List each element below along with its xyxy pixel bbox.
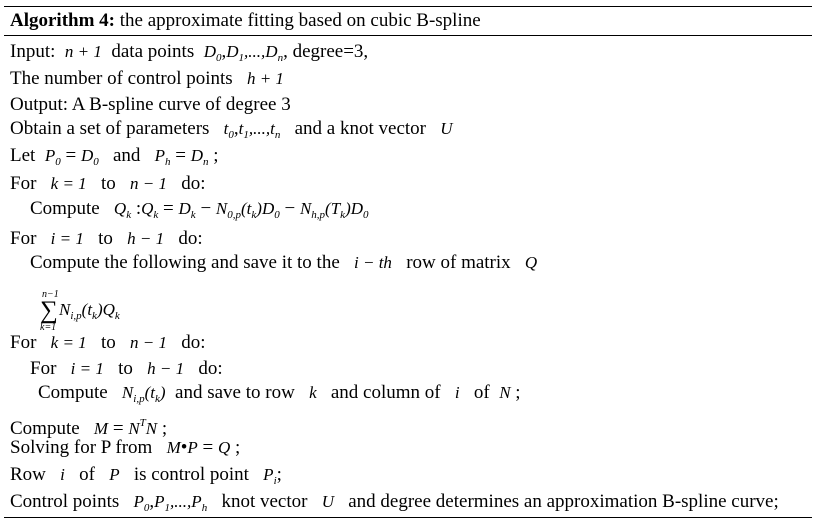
algorithm-number: Algorithm 4: — [10, 10, 116, 31]
solve-line — [10, 437, 240, 459]
subscript: 0 — [216, 52, 222, 64]
math-t: t — [223, 119, 229, 138]
math-D: D — [265, 42, 278, 61]
for-i-line-2 — [30, 358, 223, 380]
subscript: k — [114, 310, 120, 322]
subscript: 1 — [238, 52, 245, 64]
conclusion-line — [10, 491, 779, 519]
to-keyword: to — [100, 332, 116, 353]
math-i-th: i − th — [354, 253, 392, 272]
math-minus-one: − 1 — [155, 359, 185, 378]
let-text: Let — [10, 145, 36, 166]
subscript: k — [154, 393, 160, 405]
algorithm-title — [10, 10, 481, 32]
output-line — [10, 94, 291, 116]
math-P: P — [44, 146, 56, 165]
math-N: N — [145, 419, 158, 438]
save-row-text: and save to row — [175, 382, 295, 403]
for-keyword: For — [10, 228, 37, 249]
sum-body — [59, 300, 120, 322]
of-text: of — [473, 382, 490, 403]
subscript: k — [251, 209, 257, 221]
determines-text: and degree determines an approximation B-spline curve; — [348, 491, 779, 512]
math-N: N — [499, 383, 511, 402]
sigma-symbol: ∑ — [40, 297, 58, 324]
data-points-text: data points — [111, 41, 195, 62]
math-Q: Q — [524, 253, 538, 272]
control-points-text: The number of control points — [10, 68, 233, 89]
math-t: (t — [241, 199, 252, 218]
subscript: n — [274, 129, 281, 141]
math-i: i — [50, 229, 56, 248]
math-U: U — [321, 492, 334, 511]
subscript: 0 — [363, 209, 369, 221]
let-line — [10, 145, 219, 173]
subscript: 0 — [55, 156, 61, 168]
control-points-text: Control points — [10, 491, 120, 512]
semicolon: ; — [230, 437, 241, 458]
math-t: (t — [144, 383, 155, 402]
math-k: k — [50, 333, 59, 352]
row-line — [10, 464, 282, 492]
control-points-count-line — [10, 68, 284, 90]
math-n: n — [129, 174, 139, 193]
parameters-text: Obtain a set of parameters — [10, 118, 210, 139]
math-minus-one: − 1 — [138, 174, 167, 193]
math-D: D — [190, 146, 204, 165]
math-t: t — [238, 119, 244, 138]
math-equals-one: = 1 — [58, 174, 87, 193]
knot-vector-text: and a knot vector — [294, 118, 426, 139]
equals: = — [108, 418, 129, 439]
math-equals-one: = 1 — [58, 333, 87, 352]
paren: ) — [159, 383, 166, 402]
math-plus-one: + 1 — [255, 69, 284, 88]
subscript: i,p — [133, 393, 145, 405]
input-label: Input: — [10, 41, 56, 62]
math-dots: ,..., — [244, 42, 266, 61]
input-line: Input: n + 1 data points $D_0,D_1,...,D_n$, degree=3, — [10, 41, 369, 64]
subscript: i — [273, 475, 277, 487]
algorithm-box — [4, 6, 812, 518]
math-Q: Q — [218, 438, 231, 457]
minus: − — [195, 198, 216, 219]
do-keyword: do: — [198, 358, 223, 379]
to-keyword: to — [98, 228, 113, 249]
math-D: D — [80, 146, 94, 165]
compute-text: Compute — [30, 198, 100, 219]
for-keyword: For — [10, 173, 37, 194]
degree-text: , degree=3, — [283, 41, 369, 62]
compute-qk-line — [30, 198, 369, 226]
control-point-text: is control point — [133, 464, 249, 485]
subscript: 0,p — [227, 209, 241, 221]
subscript: n — [203, 156, 209, 168]
compute-following-text: Compute the following and save it to the — [30, 252, 340, 273]
math-M: M — [166, 438, 181, 457]
math-k: k — [50, 174, 59, 193]
subscript: h — [165, 156, 171, 168]
math-t: (t — [81, 300, 93, 319]
math-M: M — [93, 419, 109, 438]
math-dots: ,..., — [248, 119, 271, 138]
to-keyword: to — [118, 358, 133, 379]
semicolon: ; — [276, 464, 282, 485]
subscript: i,p — [70, 310, 82, 322]
algorithm-header — [4, 7, 812, 36]
compute-row-line — [30, 252, 537, 274]
paren: ) — [256, 199, 262, 218]
compute-text: Compute — [10, 418, 80, 439]
math-D: D — [178, 199, 191, 218]
math-Q: Q — [113, 199, 127, 218]
subscript: k — [340, 209, 346, 221]
equals: = — [158, 198, 179, 219]
row-of-matrix-text: row of matrix — [406, 252, 511, 273]
for-i-line — [10, 228, 203, 250]
math-U: U — [440, 119, 453, 138]
comma: , — [149, 491, 155, 512]
math-T: (T — [325, 199, 341, 218]
of-text: of — [79, 464, 95, 485]
math-P: P — [154, 146, 166, 165]
math-equals-one: = 1 — [55, 229, 84, 248]
math-D: D — [350, 199, 364, 218]
superscript-T: T — [139, 417, 146, 429]
math-P: P — [187, 438, 198, 457]
sum-lower-limit: k=1 — [40, 322, 57, 333]
equals: = — [60, 145, 81, 166]
math-minus-one: − 1 — [135, 229, 165, 248]
math-N: N — [299, 199, 312, 218]
for-k-line-2 — [10, 332, 205, 354]
math-Q: )Q — [96, 300, 115, 319]
semicolon: ; — [157, 418, 168, 439]
math-minus-one: − 1 — [138, 333, 167, 352]
paren: ) — [345, 199, 351, 218]
semicolon: ; — [208, 145, 219, 166]
math-D: D — [261, 199, 275, 218]
compute-n-line — [38, 382, 521, 410]
math-i: i — [454, 383, 460, 402]
math-i: i — [60, 465, 65, 484]
parameters-line: Obtain a set of parameters $t_0,t_1,...,t_n$ and a knot vector U — [10, 118, 453, 141]
algorithm-title-text: the approximate fitting based on cubic B-spline — [115, 10, 481, 31]
math-n: n — [129, 333, 139, 352]
math-h: h — [127, 229, 136, 248]
dot-operator: • — [180, 437, 188, 458]
minus: − — [279, 198, 300, 219]
math-P: P — [154, 492, 165, 511]
math-k: k — [309, 383, 317, 402]
math-N: N — [59, 300, 71, 319]
subscript: h — [201, 502, 208, 514]
math-n: n — [64, 42, 74, 61]
do-keyword: do: — [181, 332, 206, 353]
knot-vector-text: knot vector — [221, 491, 308, 512]
solving-text: Solving for P from — [10, 437, 153, 458]
math-D: D — [203, 42, 217, 61]
do-keyword: do: — [178, 228, 203, 249]
subscript: k — [126, 209, 132, 221]
subscript: n — [277, 52, 284, 64]
sum-upper-limit: n−1 — [42, 289, 59, 300]
math-Q: Q — [141, 199, 154, 218]
math-i: i — [70, 359, 76, 378]
compute-m-line — [10, 412, 167, 440]
math-h: h — [147, 359, 156, 378]
for-keyword: For — [10, 332, 37, 353]
equals: = — [197, 437, 219, 458]
subscript: 0 — [143, 502, 150, 514]
summation-formula — [40, 290, 180, 334]
do-keyword: do: — [181, 173, 206, 194]
output-text: Output: A B-spline curve of degree 3 — [10, 94, 291, 115]
math-P: P — [191, 492, 202, 511]
subscript: 1 — [164, 502, 171, 514]
math-N: N — [121, 383, 134, 402]
math-dots: ,..., — [170, 492, 192, 511]
column-of-text: and column of — [330, 382, 441, 403]
subscript: 0 — [228, 129, 234, 141]
math-P: P — [133, 492, 144, 511]
math-P: P — [109, 465, 120, 484]
to-keyword: to — [100, 173, 116, 194]
math-t: t — [270, 119, 275, 138]
subscript: 1 — [243, 129, 249, 141]
math-h: h — [246, 69, 256, 88]
row-text: Row — [10, 464, 46, 485]
equals: = — [170, 145, 191, 166]
math-plus-one: + 1 — [73, 42, 102, 61]
subscript: k — [190, 209, 196, 221]
and-text: and — [112, 145, 141, 166]
math-D: D — [226, 42, 239, 61]
colon: : — [131, 198, 142, 219]
math-equals-one: = 1 — [75, 359, 104, 378]
subscript: k — [153, 209, 159, 221]
math-N: N — [215, 199, 228, 218]
subscript: 0 — [93, 156, 99, 168]
compute-text: Compute — [38, 382, 108, 403]
subscript: 0 — [274, 209, 280, 221]
subscript: h,p — [311, 209, 326, 221]
subscript: k — [92, 310, 97, 322]
semicolon: ; — [510, 382, 521, 403]
math-N: N — [128, 419, 140, 438]
for-k-line — [10, 173, 205, 195]
for-keyword: For — [30, 358, 57, 379]
math-P: P — [263, 465, 274, 484]
